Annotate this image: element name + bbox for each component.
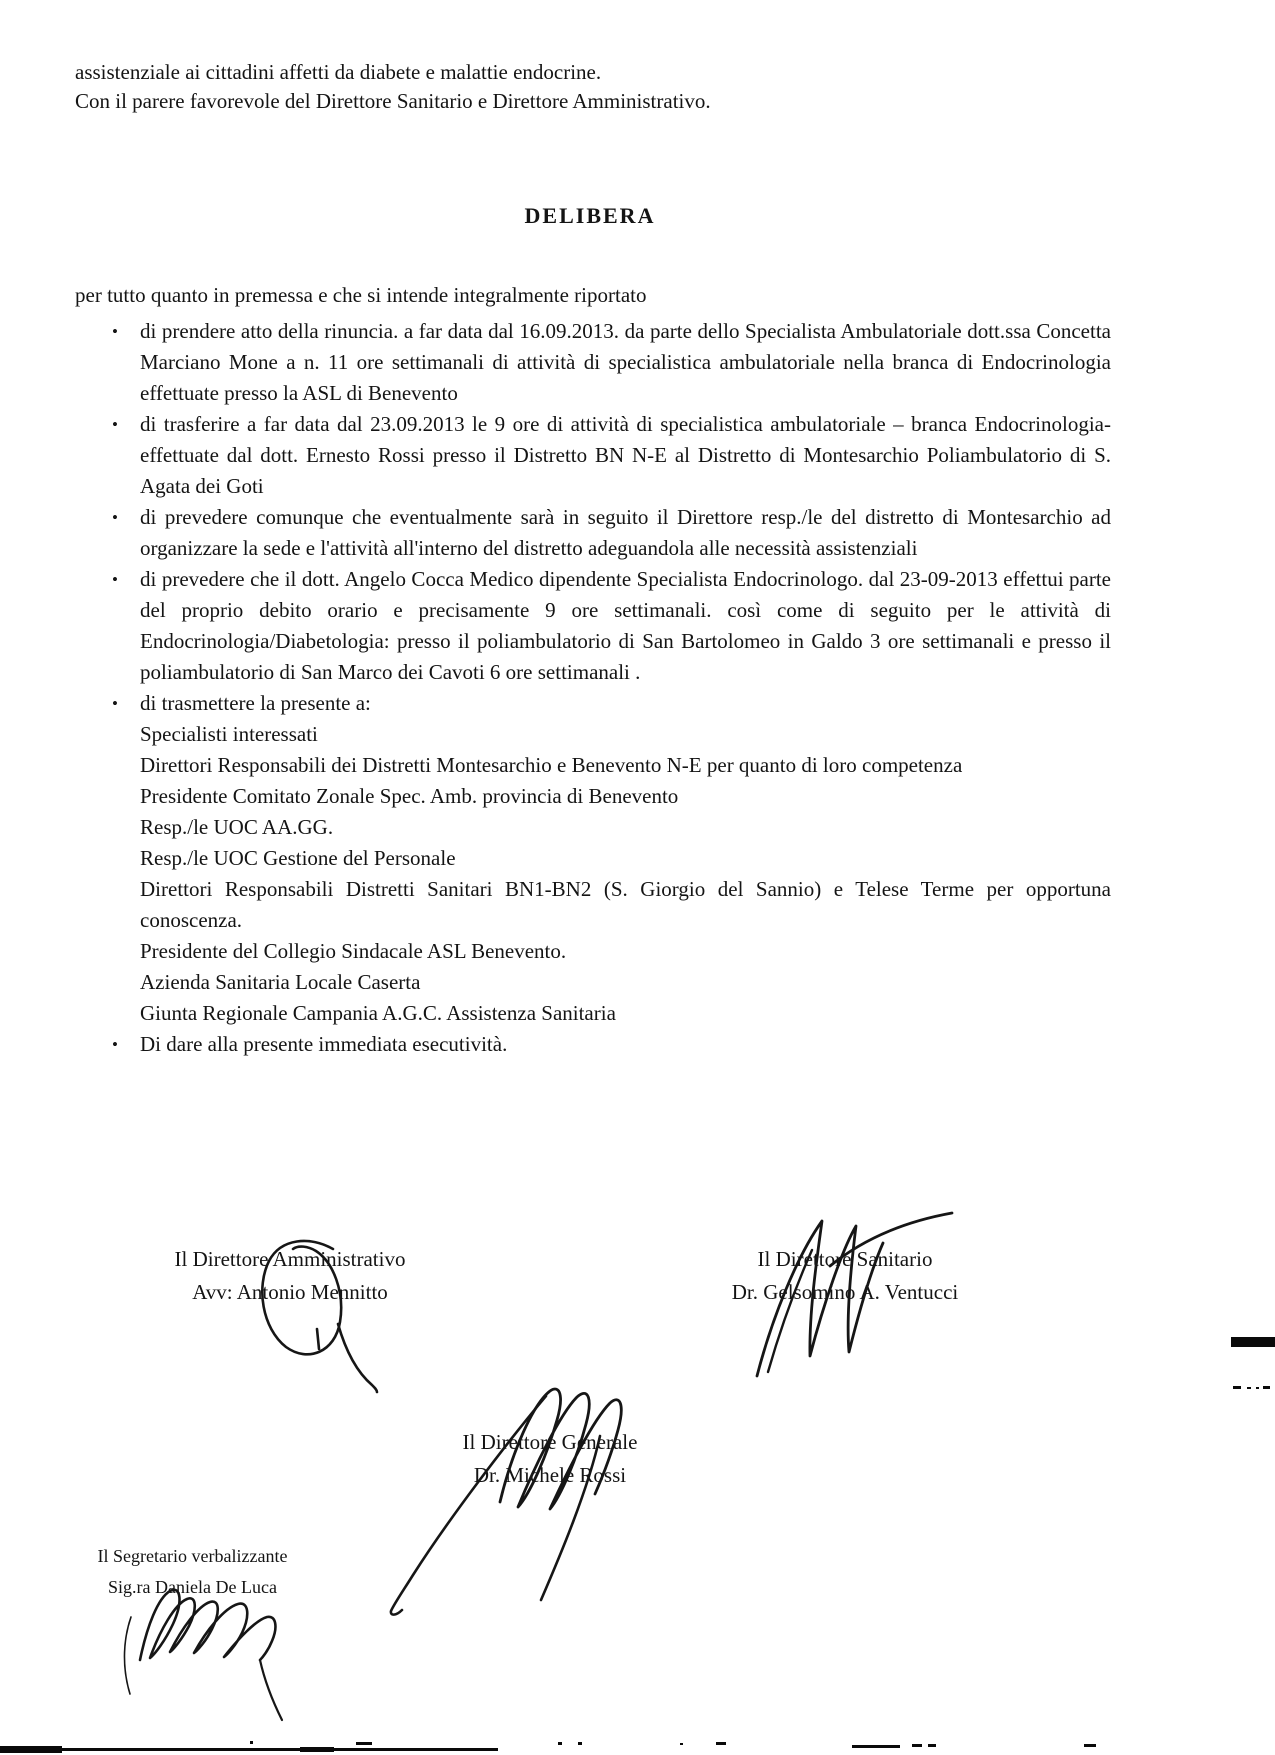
recipient-line: Direttori Responsabili dei Distretti Montesarchio e Benevento N-E per quanto di loro competenza [140,753,963,777]
signature-name: Sig.ra Daniela De Luca [108,1577,277,1597]
list-item-text: di prevedere che il dott. Angelo Cocca Medico dipendente Specialista Endocrinologo. dal 23-09-2013 effettui parte del proprio debito orario e precisamente 9 ore settimanali. così come di seguito per le attività di Endocrinologia/Diabetologia: presso il poliambulatorio di San Bartolomeo in Galdo 3 ore settimanali e presso il poliambulatorio di San Marco dei Cavoti 6 ore settimanali . [140,567,1111,684]
list-item-text: di prevedere comunque che eventualmente sarà in seguito il Direttore resp./le del distretto di Montesarchio ad organizzare la sede e l'attività all'interno del distretto adeguandola alle necessità assistenziali [140,505,1111,560]
bullet-marker: • [112,694,118,713]
scan-artifact-dash [1256,1387,1259,1389]
bullet-marker: • [112,415,118,434]
list-item-text [140,688,1111,1029]
recipient-line: Resp./le UOC AA.GG. [140,815,334,839]
list-item [75,409,1111,502]
list-item [75,316,1111,409]
recipient-line: Resp./le UOC Gestione del Personale [140,846,456,870]
preamble-line: per tutto quanto in premessa e che si intende integralmente riportato [75,283,647,307]
signature-block-sanitario [695,1243,995,1309]
signature-block-generale [400,1426,700,1492]
recipient-line: Presidente Comitato Zonale Spec. Amb. provincia di Benevento [140,784,679,808]
scan-artifact-bottom-line [0,1746,62,1753]
bullet-marker: • [112,508,118,527]
recipient-line: Presidente del Collegio Sindacale ASL Benevento. [140,939,567,963]
list-item [75,688,1111,1029]
delibera-heading: DELIBERA [524,203,656,228]
signature-role: Il Direttore Generale [462,1430,638,1454]
scan-artifact-speck [558,1742,562,1745]
signature-name: Dr. Michele Rossi [473,1463,627,1487]
scan-artifact-speck [356,1742,372,1745]
recipient-line: Direttori Responsabili Distretti Sanitari BN1-BN2 (S. Giorgio del Sannio) e Telese Terme per opportuna conoscenza. [140,877,1111,932]
recipient-line: Giunta Regionale Campania A.G.C. Assistenza Sanitaria [140,1001,616,1025]
signature-block-segretario [70,1541,315,1603]
handwritten-signature-rossi [391,1389,621,1615]
list-item-text: Di dare alla presente immediata esecutività. [140,1032,508,1056]
bullet-marker: • [112,1035,118,1054]
recipient-line: Specialisti interessati [140,722,318,746]
signature-role: Il Segretario verbalizzante [97,1546,288,1566]
intro-line: Con il parere favorevole del Direttore Sanitario e Direttore Amministrativo. [75,89,711,113]
list-item [75,502,1111,564]
list-item-lead: di trasmettere la presente a: [140,691,371,715]
intro-paragraph [75,58,1135,116]
scan-artifact-bottom-line [300,1747,334,1752]
handwritten-signature-deluca [124,1590,282,1720]
signature-role: Il Direttore Amministrativo [174,1247,406,1271]
bullet-marker: • [112,322,118,341]
resolution-list [75,316,1111,1060]
list-item [75,564,1111,688]
scan-artifact-speck [680,1743,683,1745]
scan-artifact-speck [578,1742,582,1745]
list-item-text: di prendere atto della rinuncia. a far data dal 16.09.2013. da parte dello Specialista Ambulatoriale dott.ssa Concetta Marciano Mone a n. 11 ore settimanali di attività di specialistica ambulatoriale nella branca di Endocrinologia effettuate presso la ASL di Benevento [140,319,1111,405]
signature-name: Avv: Antonio Mennitto [192,1280,388,1304]
scan-artifact-bar [1231,1337,1275,1347]
recipient-line: Azienda Sanitaria Locale Caserta [140,970,421,994]
signature-block-amministrativo [140,1243,440,1309]
scan-artifact-dash [912,1744,922,1747]
scan-artifact-dash [1233,1386,1241,1389]
scan-artifact-dash [852,1745,900,1748]
scan-artifact-dash [1263,1386,1270,1389]
list-item [75,1029,1111,1060]
list-item-text: di trasferire a far data dal 23.09.2013 le 9 ore di attività di specialistica ambulatoriale – branca Endocrinologia- effettuate dal dott. Ernesto Rossi presso il Distretto BN N-E al Distretto di Montesarchio Poliambulatorio di S. Agata dei Goti [140,412,1111,498]
scan-artifact-speck [716,1742,726,1745]
signature-name: Dr. Gelsomino A. Ventucci [731,1280,959,1304]
scan-artifact-dash [1084,1744,1096,1747]
scan-artifact-speck [250,1741,253,1744]
signature-role: Il Direttore Sanitario [757,1247,933,1271]
scan-artifact-dash [1247,1387,1251,1389]
bullet-marker: • [112,570,118,589]
intro-line: assistenziale ai cittadini affetti da diabete e malattie endocrine. [75,60,602,84]
scan-artifact-bottom-line [58,1748,498,1751]
scan-artifact-dash [928,1744,936,1747]
